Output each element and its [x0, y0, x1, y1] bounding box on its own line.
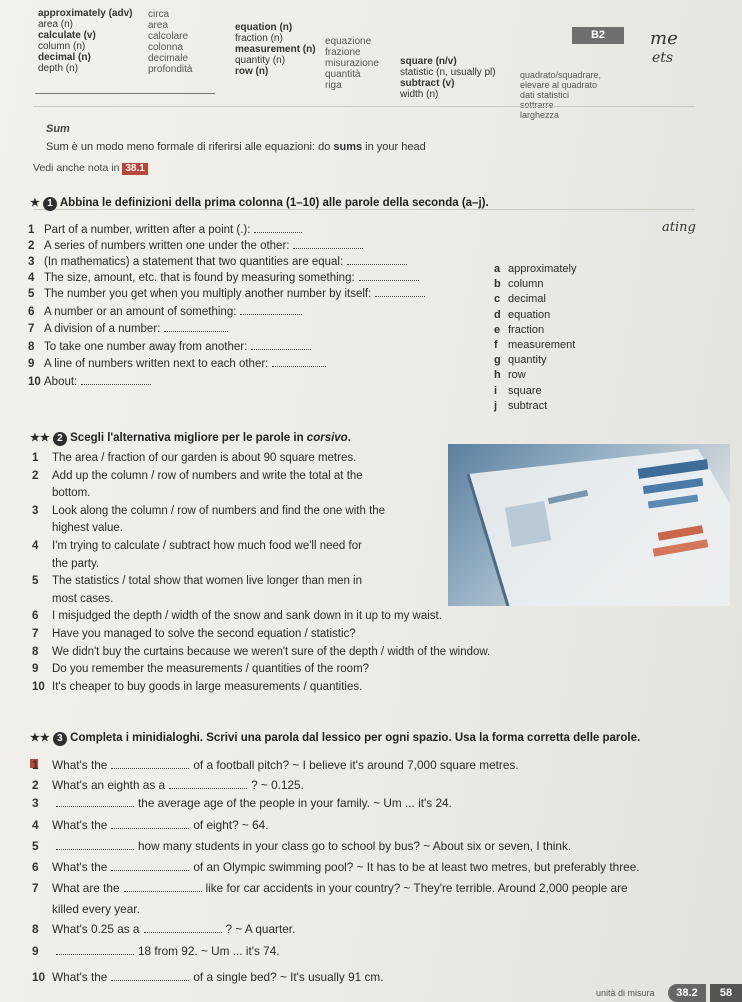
vocab-term: dati statistici: [520, 90, 570, 100]
dialogue-line: [32, 778, 304, 792]
sum-definition-bold: sums: [333, 141, 363, 153]
dialogue-line: [32, 796, 452, 810]
answer-blank: [164, 331, 228, 332]
exercise-number: 2: [53, 432, 67, 446]
option-item: [494, 400, 547, 412]
option-letter: j: [494, 399, 498, 412]
photo-charts-on-desk: [448, 444, 730, 606]
item-number: 5: [28, 288, 35, 300]
definition-text: A number or an amount of something:: [44, 306, 237, 318]
dialogue-text: how many students in your class go to school by bus? ~ About six or seven, I think.: [138, 839, 572, 853]
option-letter: g: [494, 354, 501, 367]
definition-text: About:: [44, 376, 78, 388]
option-word: quantity: [508, 354, 547, 367]
sentence-line: [32, 593, 113, 605]
sentence-text: It's cheaper to buy goods in large measurements / quantities.: [52, 680, 363, 693]
sentence-text: Look along the column / row of numbers and find the one with the: [52, 504, 386, 517]
option-word: column: [508, 278, 544, 291]
item-number: 9: [32, 663, 39, 676]
definition-item: [28, 341, 311, 353]
level-badge: B2: [572, 27, 624, 44]
answer-blank: [111, 870, 189, 871]
item-number: 1: [32, 452, 39, 464]
vocab-col-english-1: [38, 8, 132, 74]
exercise-instruction: Completa i minidialoghi. Scrivi una parola dal lessico per ogni spazio. Usa la forma corretta delle parole.: [70, 732, 641, 744]
vocab-term: square (n/v): [400, 56, 457, 67]
sentence-text: Do you remember the measurements / quantities of the room?: [52, 663, 370, 676]
answer-blank: [169, 788, 247, 789]
definition-item: [28, 288, 425, 300]
dialogue-line: [32, 881, 628, 895]
dialogue-text: What's the: [52, 758, 108, 772]
vocab-term: decimal (n): [38, 52, 91, 63]
answer-blank: [293, 248, 363, 249]
see-also-reference: 38.1: [122, 163, 147, 175]
vocab-col-english-3: [400, 56, 496, 100]
vocab-term: decimale: [148, 53, 189, 64]
sum-note-box: [33, 106, 695, 210]
option-word: subtract: [508, 399, 548, 412]
exercise-instruction: .: [347, 432, 351, 444]
dialogue-text: What's the: [52, 970, 108, 984]
vocab-term: misurazione: [325, 58, 379, 69]
vocab-term: column (n): [38, 41, 86, 52]
vocab-term: equazione: [325, 36, 372, 47]
vocab-term: riga: [325, 80, 342, 91]
definition-item: [28, 376, 151, 388]
answer-blank: [240, 314, 302, 315]
answer-blank: [251, 349, 311, 350]
dialogue-text: like for car accidents in your country? ~ They're terrible. Around 2,000 people are: [205, 881, 628, 895]
definition-text: A division of a number:: [44, 323, 161, 335]
option-letter: c: [494, 293, 501, 306]
item-number: 4: [32, 818, 39, 832]
item-number: 7: [28, 323, 35, 335]
exercise-instruction: Abbina le definizioni della prima colonna (1–10) alle parole della seconda (a–j).: [59, 197, 489, 209]
answer-blank: [111, 768, 189, 769]
see-also-label: Vedi anche nota in: [33, 162, 120, 174]
sentence-line: [32, 575, 362, 587]
item-number: 10: [32, 680, 45, 693]
sentence-text: Have you managed to solve the second equation / statistic?: [52, 628, 356, 640]
option-item: [494, 354, 547, 366]
exercise-3-heading: [30, 731, 640, 746]
vocab-term: area: [148, 20, 169, 31]
sentence-line: [32, 522, 123, 534]
handwritten-note: ating: [662, 220, 696, 235]
vocab-term: quantità: [325, 69, 361, 80]
dialogue-line: [32, 860, 640, 874]
sentence-text: I misjudged the depth / width of the snow and sank down in it up to my waist.: [52, 610, 442, 623]
answer-blank: [56, 954, 134, 955]
answer-blank: [111, 828, 189, 829]
option-item: [494, 339, 575, 351]
vocab-term: elevare al quadrato: [520, 80, 598, 90]
definition-item: [28, 306, 302, 318]
vocab-term: colonna: [148, 42, 184, 53]
item-number: 1: [28, 224, 35, 236]
option-item: [494, 293, 546, 305]
option-letter: d: [494, 308, 501, 321]
dialogue-text: What's 0.25 as a: [52, 922, 140, 936]
sum-definition-text: in your head: [362, 141, 426, 153]
item-number: 4: [28, 272, 35, 284]
unit-number-tab: 38.2: [668, 984, 706, 1002]
option-item: [494, 324, 544, 336]
unit-title: unità di misura: [596, 988, 655, 998]
option-letter: e: [494, 323, 501, 336]
item-number: 2: [28, 240, 35, 252]
definition-text: A series of numbers written one under the other:: [44, 240, 290, 252]
option-item: [494, 385, 542, 397]
dialogue-text: of a football pitch? ~ I believe it's around 7,000 square metres.: [193, 758, 519, 772]
option-word: equation: [508, 308, 551, 321]
item-number: 3: [32, 796, 39, 810]
dialogue-text: What are the: [52, 881, 120, 895]
sentence-line: [32, 628, 356, 640]
item-number: 10: [32, 970, 46, 984]
option-word: measurement: [508, 339, 576, 351]
vocab-term: circa: [148, 9, 170, 20]
dialogue-line: [32, 839, 571, 853]
answer-blank: [144, 932, 222, 933]
dialogue-line: [32, 970, 384, 984]
sentence-text: highest value.: [52, 522, 123, 535]
item-number: 6: [32, 610, 39, 623]
exercise-1-heading: [30, 196, 489, 211]
option-letter: f: [494, 339, 498, 351]
dialogue-line: [32, 902, 140, 916]
definition-text: The number you get when you multiply another number by itself:: [44, 288, 372, 300]
dialogue-text: of an Olympic swimming pool? ~ It has to be at least two metres, but preferably three.: [193, 860, 640, 874]
sum-definition: [46, 141, 426, 153]
item-number: 9: [28, 358, 35, 370]
dialogue-text: of a single bed? ~ It's usually 91 cm.: [193, 970, 384, 984]
handwritten-note: me: [650, 28, 678, 49]
item-number: 9: [32, 944, 39, 958]
page-number: 58: [710, 984, 742, 1002]
item-number: 8: [28, 341, 35, 353]
vocab-term: statistic (n, usually pl): [400, 67, 496, 78]
option-word: row: [508, 369, 526, 382]
dialogue-line: [32, 758, 519, 772]
sentence-text: Add up the column / row of numbers and write the total at the: [52, 469, 363, 482]
answer-blank: [111, 980, 189, 981]
sentence-line: [32, 610, 442, 622]
answer-blank: [124, 891, 202, 892]
vocab-term: subtract (v): [400, 78, 455, 89]
sentence-line: [32, 540, 362, 552]
definition-text: To take one number away from another:: [44, 341, 248, 353]
vocab-col-italian-1: [148, 9, 192, 75]
sentence-text: The area / fraction of our garden is about 90 square metres.: [52, 452, 357, 464]
sentence-line: [32, 487, 90, 499]
vocab-term: quadrato/squadrare,: [520, 70, 602, 80]
answer-blank: [56, 849, 134, 850]
answer-blank: [359, 280, 419, 281]
exercise-number: 3: [53, 732, 67, 746]
option-word: approximately: [508, 263, 577, 275]
sentence-text: the party.: [52, 557, 100, 570]
vocab-term: calcolare: [148, 31, 189, 42]
option-word: decimal: [508, 293, 546, 306]
sentence-line: [32, 470, 363, 482]
option-letter: i: [494, 384, 498, 397]
vocab-term: area (n): [38, 19, 74, 30]
option-letter: b: [494, 278, 501, 291]
dialogue-line: [32, 818, 268, 832]
sentence-line: [32, 558, 99, 570]
sentence-text: bottom.: [52, 487, 91, 500]
vocab-term: equation (n): [235, 22, 293, 33]
exercise-instruction-italic: corsivo: [306, 432, 348, 444]
difficulty-stars: ★: [30, 197, 40, 209]
option-letter: h: [494, 369, 501, 382]
chart-paper-illustration: [448, 444, 730, 606]
definition-item: [28, 272, 419, 284]
vocab-term: fraction (n): [235, 33, 283, 44]
sentence-text: The statistics / total show that women live longer than men in: [52, 575, 363, 588]
dialogue-text: ? ~ 0.125.: [251, 778, 304, 792]
vocab-col-italian-2: [325, 36, 379, 91]
vocab-term: measurement (n): [235, 44, 316, 55]
item-number: 7: [32, 881, 39, 895]
vocab-term: frazione: [325, 47, 361, 58]
item-number: 2: [32, 778, 39, 792]
dialogue-line: [32, 944, 280, 958]
sentence-line: [32, 452, 356, 464]
item-number: 4: [32, 540, 39, 552]
sentence-text: We didn't buy the curtains because we weren't sure of the depth / width of the window.: [52, 645, 491, 658]
dialogue-text: 18 from 92. ~ Um ... it's 74.: [138, 944, 280, 958]
item-number: 5: [32, 839, 39, 853]
definition-text: Part of a number, written after a point (.):: [44, 224, 251, 236]
see-also-note: [33, 162, 148, 175]
item-number: 7: [32, 628, 39, 640]
dialogue-text: What's the: [52, 860, 108, 874]
item-number: 2: [32, 469, 39, 482]
option-item: [494, 278, 543, 290]
item-number: 6: [28, 306, 35, 318]
vocab-term: sottrarre: [520, 100, 554, 110]
vocab-term: larghezza: [520, 110, 560, 120]
difficulty-stars: ★★: [30, 732, 50, 744]
vocab-term: depth (n): [38, 63, 79, 74]
definition-text: A line of numbers written next to each other:: [44, 358, 269, 370]
item-number: 8: [32, 922, 39, 936]
answer-blank: [56, 806, 134, 807]
dialogue-text: What's the: [52, 818, 108, 832]
sentence-line: [32, 646, 490, 658]
vocab-col-english-2: [235, 22, 316, 77]
definition-item: [28, 358, 326, 370]
dialogue-text: ? ~ A quarter.: [225, 922, 296, 936]
item-number: 3: [32, 504, 39, 517]
item-number: 10: [28, 376, 41, 388]
answer-blank: [347, 264, 407, 265]
option-word: square: [508, 384, 542, 397]
item-number: 1: [32, 758, 39, 772]
vocab-divider: [35, 93, 215, 94]
item-number: 6: [32, 860, 39, 874]
definition-text: The size, amount, etc. that is found by measuring something:: [44, 272, 355, 284]
sentence-text: most cases.: [52, 592, 114, 605]
vocab-term: profondità: [148, 64, 193, 75]
option-item: [494, 369, 526, 381]
sentence-text: I'm trying to calculate / subtract how much food we'll need for: [52, 540, 362, 552]
difficulty-stars: ★★: [30, 432, 50, 444]
vocab-term: row (n): [235, 66, 269, 77]
option-word: fraction: [508, 323, 545, 336]
option-item: [494, 263, 576, 275]
option-letter: a: [494, 263, 501, 275]
vocab-term: approximately (adv): [38, 8, 133, 19]
vocab-term: calculate (v): [38, 30, 96, 41]
answer-blank: [375, 296, 425, 297]
dialogue-text: killed every year.: [52, 902, 140, 916]
sentence-line: [32, 505, 385, 517]
exercise-number: 1: [43, 197, 57, 211]
definition-item: [28, 224, 302, 236]
item-number: 3: [28, 256, 35, 268]
sum-definition-text: Sum è un modo meno formale di riferirsi alle equazioni: do: [46, 141, 334, 153]
dialogue-line: [32, 922, 295, 936]
answer-blank: [272, 366, 326, 367]
sentence-line: [32, 663, 369, 675]
definition-item: [28, 256, 407, 268]
dialogue-text: What's an eighth as a: [52, 778, 166, 792]
definition-item: [28, 240, 363, 252]
option-item: [494, 309, 550, 321]
item-number: 5: [32, 575, 39, 588]
exercise-2-heading: [30, 431, 351, 446]
handwritten-note: ets: [652, 50, 674, 66]
answer-blank: [254, 232, 302, 233]
dialogue-text: the average age of the people in your family. ~ Um ... it's 24.: [138, 796, 452, 810]
dialogue-text: of eight? ~ 64.: [193, 818, 269, 832]
answer-blank: [81, 384, 151, 385]
item-number: 8: [32, 645, 39, 658]
vocab-term: width (n): [400, 89, 439, 100]
exercise-instruction: Scegli l'alternativa migliore per le parole in: [70, 432, 307, 444]
definition-text: (In mathematics) a statement that two quantities are equal:: [44, 256, 344, 268]
definition-item: [28, 323, 228, 335]
sum-heading: Sum: [46, 123, 70, 135]
vocab-term: quantity (n): [235, 55, 286, 66]
sentence-line: [32, 681, 362, 693]
